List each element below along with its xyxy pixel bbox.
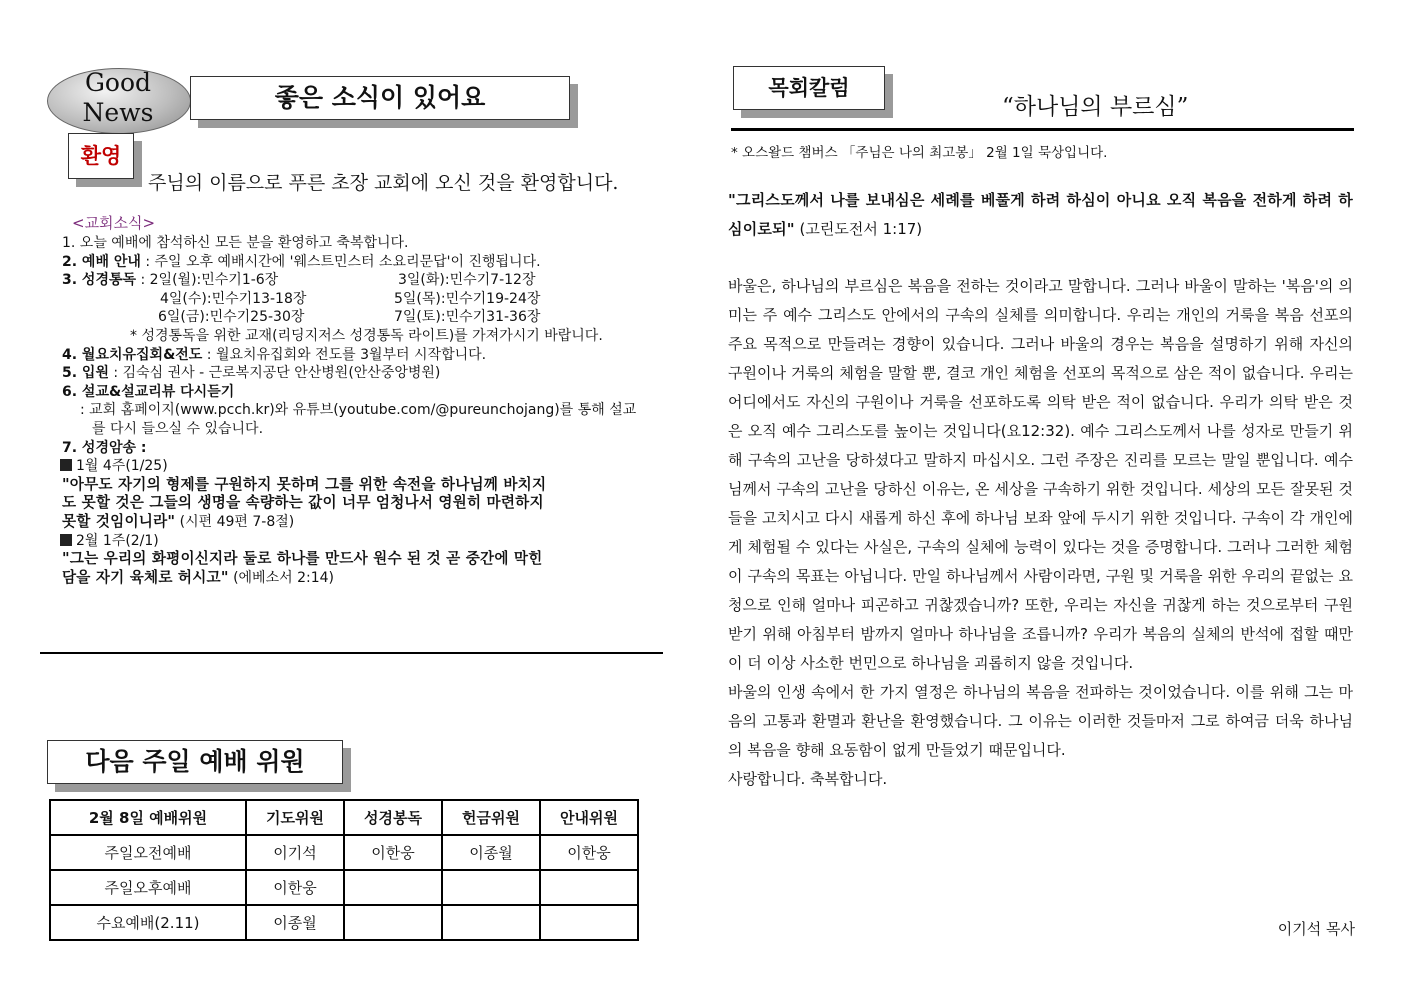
church-news-header: <교회소식> xyxy=(72,214,156,232)
duty-cell: 이종월 xyxy=(442,835,540,870)
duty-cell: 이기석 xyxy=(246,835,344,870)
verse2-text-end: 담을 자기 육체로 허시고" xyxy=(62,568,229,586)
good-news-line1: Good xyxy=(84,68,152,97)
duty-cell: 이한웅 xyxy=(540,835,638,870)
duty-header-cell: 성경봉독 xyxy=(344,800,442,835)
reading-sat: 7일(토):민수기31-36장 xyxy=(394,309,541,326)
reading-mon: : 2일(월):민수기1-6장 xyxy=(136,272,279,289)
reading-fri: 6일(금):민수기25-30장 xyxy=(158,309,305,326)
memory-verse-1-line1: "아무도 자기의 형제를 구원하지 못하며 그를 위한 속전을 하나님께 바치지 xyxy=(62,475,547,493)
verse1-text-end: 못할 것임이니라" xyxy=(62,512,176,530)
table-row xyxy=(50,835,638,870)
duty-header-cell: 기도위원 xyxy=(246,800,344,835)
column-paragraph-3: 사랑합니다. 축복합니다. xyxy=(728,770,888,788)
duty-header-row xyxy=(50,800,638,835)
duty-cell: 이종월 xyxy=(246,905,344,940)
news-item-1: 1. 오늘 예배에 참석하신 모든 분을 환영하고 축복합니다. xyxy=(62,235,409,251)
duty-title: 다음 주일 예배 위원 xyxy=(47,740,343,784)
duty-header-cell: 2월 8일 예배위원 xyxy=(50,800,246,835)
verse1-ref: (시편 49편 7-8절) xyxy=(175,513,295,530)
right-divider xyxy=(731,128,1354,131)
reading-tue: 3일(화):민수기7-12장 xyxy=(398,272,536,289)
duty-header-cell: 헌금위원 xyxy=(442,800,540,835)
column-body xyxy=(728,272,1353,794)
column-paragraph-1: 바울은, 하나님의 부르심은 복음을 전하는 것이라고 말합니다. 그러나 바울이 말하는 '복음'의 의미는 주 예수 그리스도 안에서의 구속의 실체를 의미합니다. 우리는 개인의 거룩을 복음 선포의 주요 목적으로 만들려는 경향이 있습니다. 그러나 바울의 경우는 복음을 설명하기 위해 자신의 구원이나 거룩의 체험을 말할 뿐, 결코 개인 체험을 선포의 목적으로 삼은 적이 없습니다. 우리는 어디에서도 자신의 구원이나 거룩을 선포하도록 의탁 받은 적이 없습니다. 우리가 의탁 받은 것은 오직 예수 그리스도를 높이는 것입니다(요12:32). 예수 그리스도께서 나를 성자로 만들기 위해 구속의 고난을 당하셨다고 말하지 마십시오. 그런 주장은 진리를 모르는 말일 뿐입니다. 예수님께서 구속의 고난을 당하신 이유는, 온 세상을 구속하기 위한 것입니다. 세상의 모든 잘못된 것들을 고치시고 다시 새롭게 하신 후에 하나님 보좌 앞에 두시기 위한 것입니다. 구속이 각 개인에게 체험될 수 있다는 사실은, 구속의 실체에 능력이 있다는 것을 증명합니다. 그러나 그러한 체험이 구속의 목표는 아닙니다. 만일 하나님께서 사람이라면, 구원 및 거룩을 위한 우리의 끝없는 요청으로 인해 얼마나 피곤하고 귀찮겠습니까? 또한, 우리는 자신을 귀찮게 하는 것으로부터 구원받기 위해 아침부터 밤까지 얼마나 하나님을 조릅니까? 우리가 복음의 실체의 반석에 접할 때만이 더 이상 사소한 번민으로 하나님을 괴롭히지 않을 것입니다. xyxy=(728,277,1353,672)
column-tag: 목회칼럼 xyxy=(733,66,885,110)
left-divider xyxy=(40,652,663,654)
news-item-6-label xyxy=(62,383,682,402)
news-item-3-label: 3. 성경통독 xyxy=(62,272,137,289)
news-item-5-text: : 김숙심 권사 - 근로복지공단 안산병원(안산중앙병원) xyxy=(108,365,441,382)
table-row xyxy=(50,870,638,905)
duty-cell: 이한웅 xyxy=(246,870,344,905)
duty-cell xyxy=(442,870,540,905)
duty-cell xyxy=(344,905,442,940)
news-item-7-label: 7. 성경암송 : xyxy=(62,439,147,456)
church-news-list xyxy=(62,234,682,587)
good-news-line2: News xyxy=(82,98,154,127)
table-row xyxy=(50,905,638,940)
duty-cell: 이한웅 xyxy=(344,835,442,870)
pastor-signature: 이기석 목사 xyxy=(1277,920,1355,938)
memory-verse-1-line3 xyxy=(62,513,682,532)
reading-thu: 5일(목):민수기19-24장 xyxy=(394,290,541,307)
column-source-note: * 오스왈드 챔버스 「주님은 나의 최고봉」 2월 1일 묵상입니다. xyxy=(731,145,1108,161)
memory-verse-1-line2: 도 못할 것은 그들의 생명을 속량하는 값이 너무 엄청나서 영원히 마련하지 xyxy=(62,494,544,512)
news-item-2-text: : 주일 오후 예배시간에 '웨스트민스터 소요리문답'이 진행됩니다. xyxy=(140,253,541,270)
duty-cell xyxy=(344,870,442,905)
news-item-2 xyxy=(62,253,682,272)
duty-cell xyxy=(540,905,638,940)
duty-table xyxy=(49,799,639,941)
column-verse xyxy=(728,186,1353,244)
news-item-6-text-2: 를 다시 들으실 수 있습니다. xyxy=(92,420,264,437)
square-bullet-icon xyxy=(60,534,72,546)
duty-cell: 주일오전예배 xyxy=(50,835,246,870)
duty-cell xyxy=(540,870,638,905)
memory-week-2 xyxy=(60,532,682,551)
news-item-4-text: : 월요치유집회와 전도를 3월부터 시작합니다. xyxy=(202,346,487,363)
duty-cell: 주일오후예배 xyxy=(50,870,246,905)
verse2-ref: (에베소서 2:14) xyxy=(228,569,334,586)
welcome-tag: 환영 xyxy=(68,133,134,179)
duty-cell xyxy=(442,905,540,940)
duty-cell: 수요예배(2.11) xyxy=(50,905,246,940)
news-item-5-label: 5. 입원 xyxy=(62,365,109,382)
reading-note: * 성경통독을 위한 교재(리딩지저스 성경통독 라이트)를 가져가시기 바랍니다. xyxy=(130,327,603,344)
welcome-text: 주님의 이름으로 푸른 초장 교회에 오신 것을 환영합니다. xyxy=(148,172,619,194)
column-verse-text: "그리스도께서 나를 보내심은 세례를 베풀게 하려 하심이 아니요 오직 복음을 전하게 하려 하심이로되" xyxy=(728,191,1353,238)
week1-label: 1월 4주(1/25) xyxy=(76,458,168,475)
news-item-3-row3 xyxy=(62,308,682,327)
news-item-6-label-text: 6. 설교&설교리뷰 다시듣기 xyxy=(62,383,235,400)
week2-label: 2월 1주(2/1) xyxy=(76,532,159,549)
good-news-logo xyxy=(47,68,189,128)
news-item-3 xyxy=(62,271,682,290)
square-bullet-icon xyxy=(60,459,72,471)
memory-verse-2-line2 xyxy=(62,569,682,588)
news-item-2-label: 2. 예배 안내 xyxy=(62,253,141,270)
news-item-3-row2 xyxy=(62,290,682,309)
column-paragraph-2: 바울의 인생 속에서 한 가지 열정은 하나님의 복음을 전파하는 것이었습니다. 이를 위해 그는 마음의 고통과 환멸과 환난을 환영했습니다. 그 이유는 이러한 것들마저 그로 하여금 더욱 하나님의 복음을 향해 요동함이 없게 만들었기 때문입니다. xyxy=(728,683,1353,759)
news-item-5 xyxy=(62,364,682,383)
news-item-4 xyxy=(62,346,682,365)
memory-verse-2-line1: "그는 우리의 화평이신지라 둘로 하나를 만드사 원수 된 것 곧 중간에 막힌 xyxy=(62,550,543,568)
duty-header-cell: 안내위원 xyxy=(540,800,638,835)
news-item-7 xyxy=(62,439,682,458)
memory-week-1 xyxy=(60,457,682,476)
good-news-title: 좋은 소식이 있어요 xyxy=(190,76,570,120)
reading-wed: 4일(수):민수기13-18장 xyxy=(160,290,307,307)
column-verse-ref: (고린도전서 1:17) xyxy=(794,220,923,238)
news-item-4-label: 4. 월요치유집회&전도 xyxy=(62,346,203,363)
news-item-6-text-1: : 교회 홈페이지(www.pcch.kr)와 유튜브(youtube.com/@pureunchojang)를 통해 설교 xyxy=(80,402,637,419)
column-title: “하나님의 부르심” xyxy=(1002,94,1189,120)
